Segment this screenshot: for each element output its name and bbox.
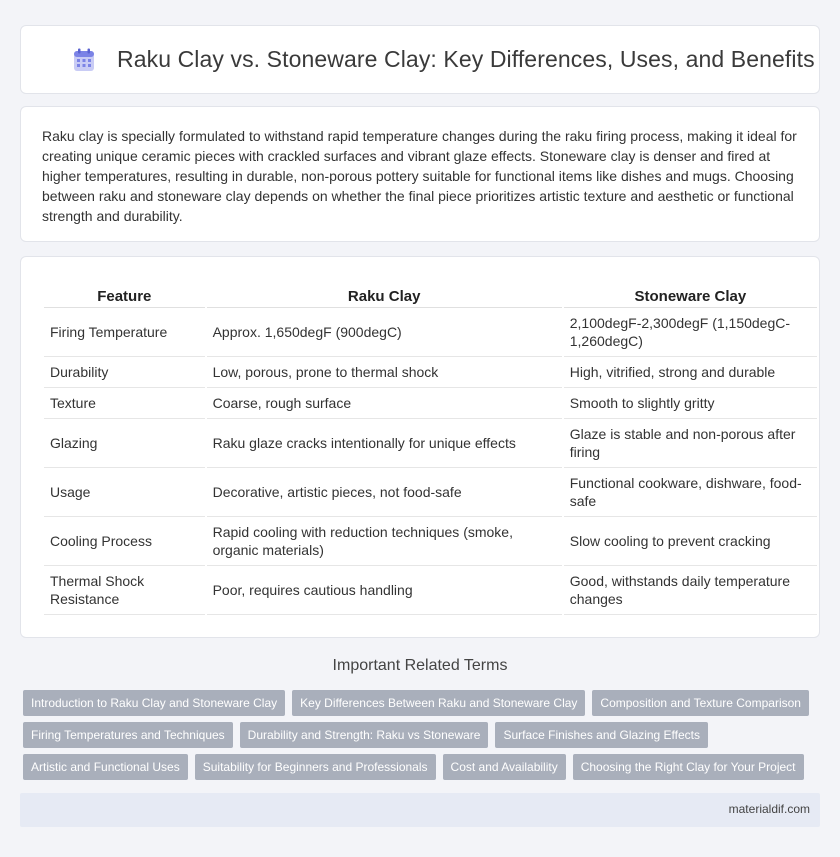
intro-text: Raku clay is specially formulated to withstand rapid temperature changes during the raku firing process, making it ideal for creating unique ceramic pieces with crackled surfaces and vibrant glaze effects. Stoneware clay is denser and fired at higher temperatures, resulting in durable, non-porous pottery suitable for functional items like dishes and mugs. Choosing between raku and stoneware clay depends on whether the final piece prioritizes artistic texture and aesthetic or functional strength and durability.	[42, 128, 797, 224]
tag-link[interactable]: Durability and Strength: Raku vs Stoneware	[240, 722, 489, 748]
table-cell: Thermal Shock Resistance	[44, 566, 205, 615]
tag-link[interactable]: Suitability for Beginners and Professionals	[195, 754, 436, 780]
table-cell: Cooling Process	[44, 517, 205, 566]
tag-row	[23, 690, 823, 716]
tag-link[interactable]: Introduction to Raku Clay and Stoneware Clay	[23, 690, 285, 716]
tag-link[interactable]: Cost and Availability	[443, 754, 566, 780]
header-feature: Feature	[44, 284, 205, 308]
table-cell: Smooth to slightly gritty	[564, 388, 817, 419]
intro-card	[20, 106, 820, 242]
table-cell: Glaze is stable and non-porous after firing	[564, 419, 817, 468]
footer	[20, 793, 820, 827]
table-cell: Functional cookware, dishware, food-safe	[564, 468, 817, 517]
calendar-icon	[73, 48, 95, 72]
tag-link[interactable]: Surface Finishes and Glazing Effects	[495, 722, 708, 748]
tag-link[interactable]: Key Differences Between Raku and Stoneware Clay	[292, 690, 585, 716]
header-card	[20, 25, 820, 94]
tag-link[interactable]: Composition and Texture Comparison	[592, 690, 809, 716]
tag-row	[23, 754, 823, 780]
header-stoneware: Stoneware Clay	[564, 284, 817, 308]
table-header-row	[44, 284, 817, 308]
comparison-table-card	[20, 256, 820, 638]
related-terms-tags	[23, 690, 823, 786]
table-row	[44, 468, 817, 517]
table-row	[44, 566, 817, 615]
table-cell: Rapid cooling with reduction techniques (smoke, organic materials)	[207, 517, 562, 566]
table-cell: Glazing	[44, 419, 205, 468]
table-row	[44, 308, 817, 357]
table-row	[44, 517, 817, 566]
table-cell: Raku glaze cracks intentionally for unique effects	[207, 419, 562, 468]
table-cell: Good, withstands daily temperature changes	[564, 566, 817, 615]
table-cell: 2,100degF-2,300degF (1,150degC-1,260degC)	[564, 308, 817, 357]
tag-link[interactable]: Choosing the Right Clay for Your Project	[573, 754, 804, 780]
tag-link[interactable]: Firing Temperatures and Techniques	[23, 722, 233, 748]
tag-link[interactable]: Artistic and Functional Uses	[23, 754, 188, 780]
table-cell: Coarse, rough surface	[207, 388, 562, 419]
table-row	[44, 388, 817, 419]
related-terms-title: Important Related Terms	[332, 657, 508, 674]
table-cell: Approx. 1,650degF (900degC)	[207, 308, 562, 357]
table-cell: Firing Temperature	[44, 308, 205, 357]
table-cell: Texture	[44, 388, 205, 419]
table-cell: High, vitrified, strong and durable	[564, 357, 817, 388]
table-cell: Slow cooling to prevent cracking	[564, 517, 817, 566]
footer-site[interactable]: materialdif.com	[728, 802, 810, 816]
table-cell: Low, porous, prone to thermal shock	[207, 357, 562, 388]
header-raku: Raku Clay	[207, 284, 562, 308]
table-cell: Usage	[44, 468, 205, 517]
page-title: Raku Clay vs. Stoneware Clay: Key Differences, Uses, and Benefits	[117, 46, 815, 72]
table-cell: Poor, requires cautious handling	[207, 566, 562, 615]
table-row	[44, 357, 817, 388]
table-cell: Durability	[44, 357, 205, 388]
comparison-table	[42, 284, 819, 615]
table-cell: Decorative, artistic pieces, not food-safe	[207, 468, 562, 517]
tag-row	[23, 722, 823, 748]
table-row	[44, 419, 817, 468]
